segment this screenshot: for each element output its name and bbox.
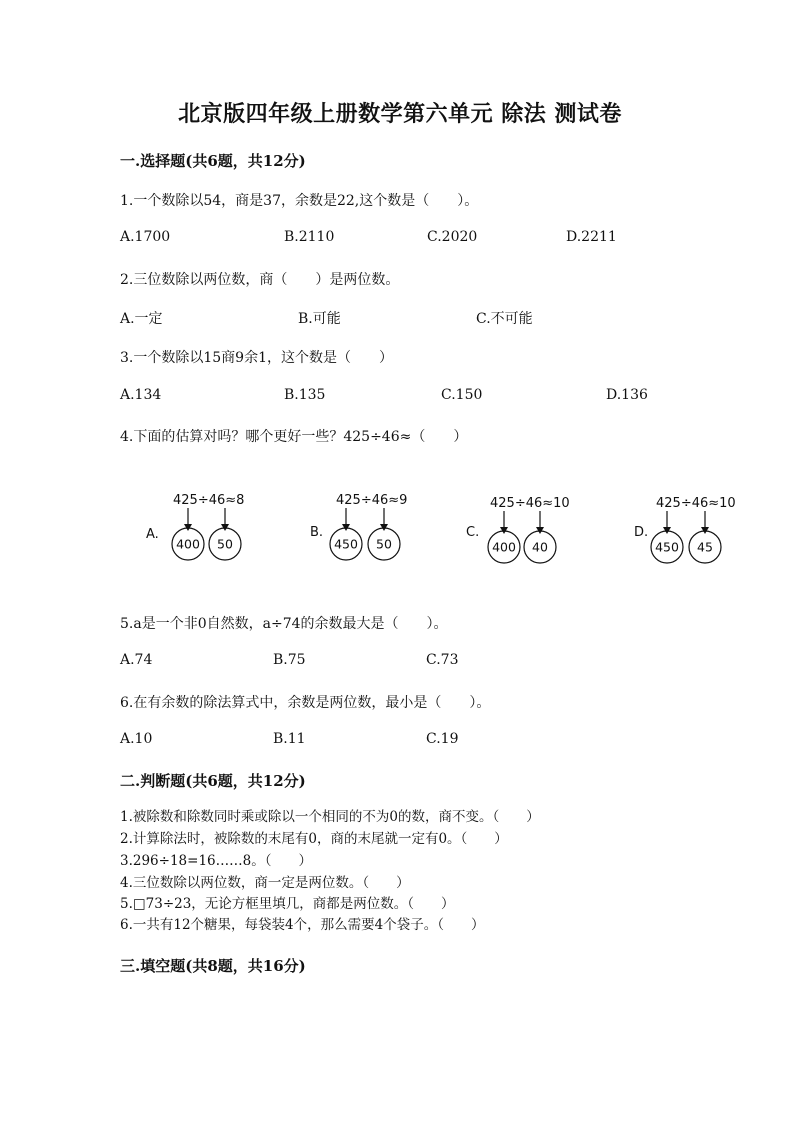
q2-option-c: C.不可能 [476,311,533,327]
q1-option-c: C.2020 [427,229,478,245]
q6-option-a: A.10 [120,731,153,747]
q5-option-c: C.73 [426,652,459,668]
q1-option-a: A.1700 [120,229,171,245]
estimate-right-value: 40 [532,539,548,555]
estimate-expression: 425÷46≈8 [173,493,245,508]
q3-option-c: C.150 [441,387,483,403]
q1-option-b: B.2110 [284,229,335,245]
estimate-figure-c [466,491,596,571]
section-heading-judgement: 二.判断题(共6题，共12分) [120,772,306,790]
estimate-left-value: 400 [492,539,516,555]
estimate-right-value: 50 [217,536,233,552]
question-5: 5.a是一个非0自然数，a÷74的余数最大是（ ）。 [120,616,448,632]
q2-option-b: B.可能 [298,311,341,327]
q6-option-c: C.19 [426,731,459,747]
judgement-item-3: 3.296÷18=16……8。（ ） [120,853,312,869]
estimate-left-value: 400 [176,536,200,552]
judgement-item-5: 5.□73÷23，无论方框里填几，商都是两位数。（ ） [120,896,455,912]
estimate-expression: 425÷46≈10 [656,496,736,511]
question-6: 6.在有余数的除法算式中，余数是两位数，最小是（ ）。 [120,695,491,711]
option-letter: B. [310,525,324,540]
question-3: 3.一个数除以15商9余1，这个数是（ ） [120,350,393,366]
estimate-right-value: 50 [376,536,392,552]
judgement-item-6: 6.一共有12个糖果，每袋装4个，那么需要4个袋子。（ ） [120,917,485,933]
question-1: 1.一个数除以54，商是37，余数是22,这个数是（ ）。 [120,193,479,209]
estimate-expression: 425÷46≈9 [336,493,408,508]
estimate-right-value: 45 [697,539,713,555]
estimate-figure-b [308,488,428,568]
q3-option-b: B.135 [284,387,326,403]
judgement-item-1: 1.被除数和除数同时乘或除以一个相同的不为0的数，商不变。（ ） [120,809,540,825]
q2-option-a: A.一定 [120,311,163,327]
estimate-left-value: 450 [334,536,358,552]
q1-option-d: D.2211 [566,229,617,245]
option-letter: A. [146,527,159,542]
q5-option-a: A.74 [120,652,153,668]
estimate-left-value: 450 [655,539,679,555]
option-letter: D. [634,525,649,540]
estimate-figure-a [143,488,263,568]
question-4: 4.下面的估算对吗？哪个更好一些？425÷46≈（ ） [120,429,468,445]
section-heading-choice: 一.选择题(共6题，共12分) [120,152,306,170]
q3-option-a: A.134 [120,387,162,403]
page-title: 北京版四年级上册数学第六单元 除法 测试卷 [178,101,622,127]
judgement-item-2: 2.计算除法时，被除数的末尾有0，商的末尾就一定有0。（ ） [120,831,508,847]
q5-option-b: B.75 [273,652,306,668]
estimate-figure-d [634,491,764,571]
estimate-expression: 425÷46≈10 [490,496,570,511]
q6-option-b: B.11 [273,731,306,747]
q3-option-d: D.136 [606,387,648,403]
option-letter: C. [466,525,480,540]
section-heading-fill-blank: 三.填空题(共8题，共16分) [120,957,306,975]
judgement-item-4: 4.三位数除以两位数，商一定是两位数。（ ） [120,875,410,891]
question-2: 2.三位数除以两位数，商（ ）是两位数。 [120,272,400,288]
